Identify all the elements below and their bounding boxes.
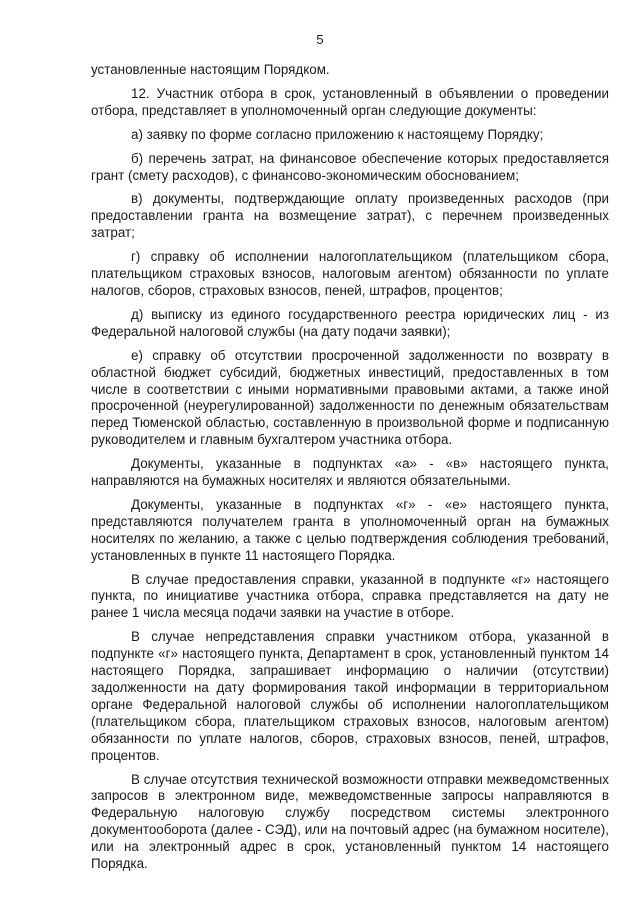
paragraph-item-b: б) перечень затрат, на финансовое обеспечение которых предоставляется грант (смету расходов), с финансово-экономическим обоснованием; — [91, 150, 609, 183]
document-body — [91, 62, 609, 880]
paragraph-item-e: е) справку об отсутствии просроченной задолженности по возврату в областной бюджет субсидий, бюджетных инвестиций, предоставленных в том числе в соответствии с иными нормативными правовыми актами, а также иной просроченной (неурегулированной) задолженности по денежным обязательствам перед Тюменской областью, составленную в произвольной форме и подписанную руководителем и главным бухгалтером участника отбора. — [91, 347, 609, 448]
paragraph-interagency-requests: В случае отсутствия технической возможности отправки межведомственных запросов в электронном виде, межведомственные запросы направляются в Федеральную налоговую службу посредством системы электронного документооборота (далее - СЭД), или на почтовый адрес (на бумажном носителе), или на электронный адрес в срок, установленный пунктом 14 настоящего Порядка. — [91, 771, 609, 872]
paragraph-certificate-initiative: В случае предоставления справки, указанной в подпункте «г» настоящего пункта, по инициативе участника отбора, справка представляется на дату не ранее 1 числа месяца подачи заявки на участие в отборе. — [91, 571, 609, 621]
page-number: 5 — [316, 32, 324, 47]
paragraph-item-a: а) заявку по форме согласно приложению к настоящему Порядку; — [131, 126, 544, 142]
paragraph-clause-12: 12. Участник отбора в срок, установленный в объявлении о проведении отбора, представляет в уполномоченный орган следующие документы: — [91, 85, 609, 118]
paragraph-documents-a-v: Документы, указанные в подпунктах «а» - «в» настоящего пункта, направляются на бумажных носителях и являются обязательными. — [91, 456, 609, 489]
paragraph-documents-g-e: Документы, указанные в подпунктах «г» - «е» настоящего пункта, представляются получателем гранта в уполномоченный орган на бумажных носителях по желанию, а также с целью подтверждения соблюдения требований, установленных в пункте 11 настоящего Порядка. — [91, 496, 609, 563]
paragraph-certificate-request: В случае непредставления справки участником отбора, указанной в подпункте «г» настоящего пункта, Департамент в срок, установленный пунктом 14 настоящего Порядка, запрашивает информацию о наличии (отсутствии) задолженности на дату формирования такой информации в территориальном органе Федеральной налоговой службы об исполнении налогоплательщиком (плательщиком сбора, плательщиком страховых взносов, налоговым агентом) обязанности по уплате налогов, сборов, страховых взносов, пеней, штрафов, процентов. — [91, 629, 609, 763]
paragraph-continuation: установленные настоящим Порядком. — [91, 62, 330, 77]
paragraph-item-g: г) справку об исполнении налогоплательщиком (плательщиком сбора, плательщиком страховых взносов, налоговым агентом) обязанности по уплате налогов, сборов, страховых взносов, пеней, штрафов, процентов; — [91, 249, 609, 298]
paragraph-item-v: в) документы, подтверждающие оплату произведенных расходов (при предоставлении гранта на возмещение затрат), с перечнем произведенных затрат; — [91, 191, 609, 241]
paragraph-item-d: д) выписку из единого государственного реестра юридических лиц - из Федеральной налоговой службы (на дату подачи заявки); — [91, 306, 609, 339]
